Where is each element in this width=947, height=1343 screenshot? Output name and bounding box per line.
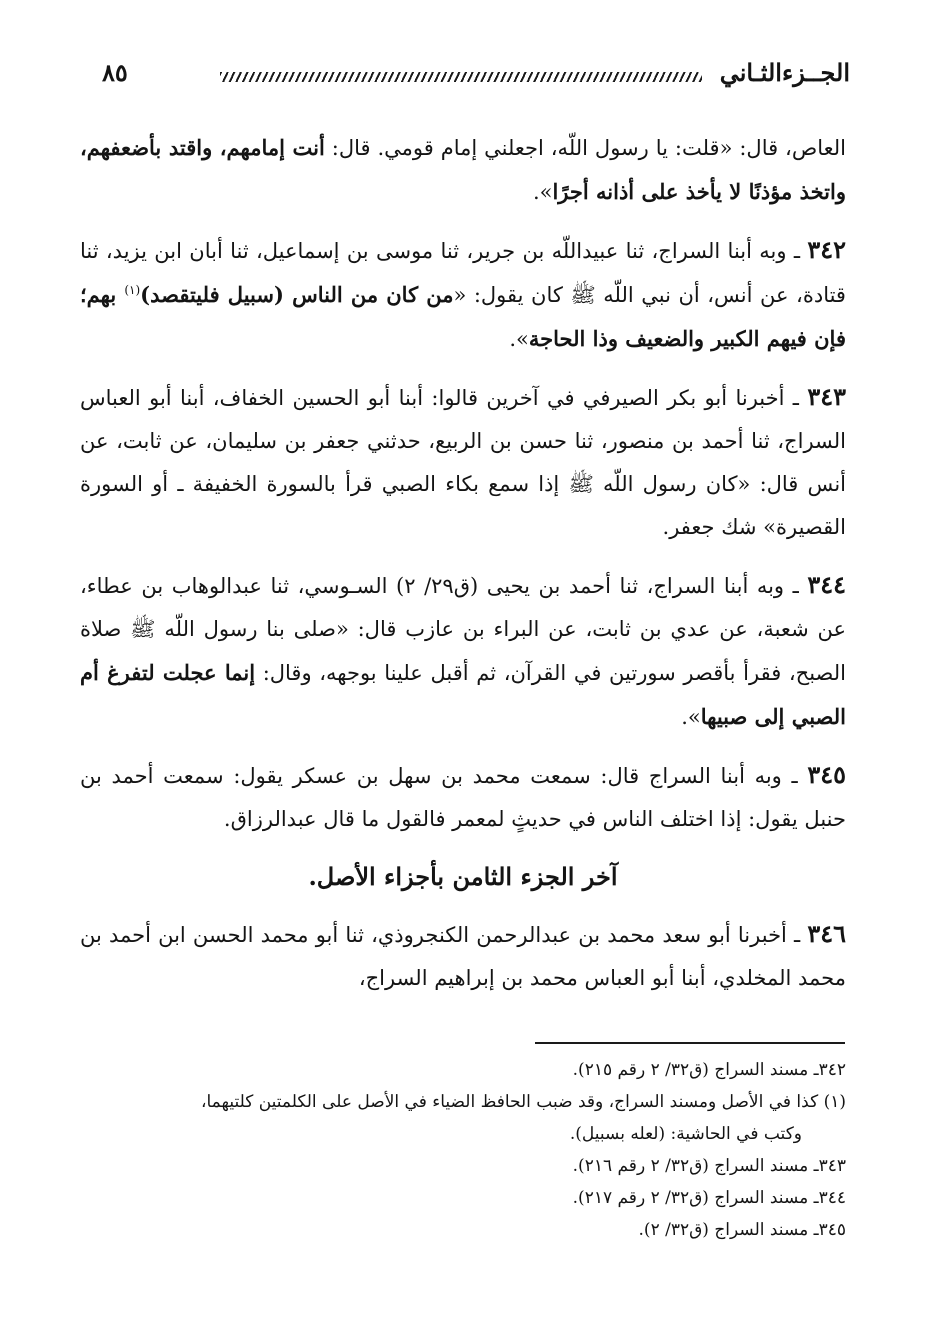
- hadith-text-bold: أنت إمامهم، واقتد بأضعفهم، واتخذ مؤذنًا لا يأخذ على أذانه أجرًا: [80, 135, 846, 204]
- page-header: [80, 58, 850, 98]
- paragraph-text: العاص، قال: «قلت: يا رسول اللّه، اجعلني إمام قومي. قال:: [324, 136, 846, 160]
- hadith-text-bold: إنما عجلت لتفرغ أم الصبي إلى صبيها: [80, 660, 846, 729]
- running-title: الجــزءالثـاني: [719, 58, 850, 87]
- hadith-number: ٣٤٥: [807, 760, 846, 789]
- paragraph-text: ـ أخبرنا أبو سعد محمد بن عبدالرحمن الكنجروذي، ثنا أبو محمد الحسن ابن أحمد بن محمد المخلدي، أبنا أبو العباس محمد بن إبراهيم السراج،: [80, 923, 846, 990]
- decorative-header-rule: [220, 72, 702, 82]
- paragraph-continued: [80, 126, 846, 214]
- footnote-item: ٣٤٤ـ مسند السراج (ق٣٢/ ٢ رقم ٢١٧).: [572, 1188, 846, 1208]
- main-text: [80, 126, 846, 1014]
- footnote-item: ٣٤٢ـ مسند السراج (ق٣٢/ ٢ رقم ٢١٥).: [572, 1060, 846, 1080]
- footnotes: [80, 1054, 846, 1246]
- hadith-number: ٣٤٣: [807, 382, 846, 411]
- paragraph-text: ».: [532, 180, 553, 204]
- paragraph-text: ـ وبه أبنا السراج قال: سمعت محمد بن سهل بن عسكر يقول: سمعت أحمد بن حنبل يقول: إذا اختلف الناس في حديثٍ لمعمر فالقول ما قال عبدالرزاق.: [80, 764, 846, 831]
- paragraph-text: ».: [509, 327, 529, 351]
- hadith-343: [80, 375, 846, 549]
- paragraph-text: ـ أخبرنا أبو بكر الصيرفي في آخرين قالوا: أبنا أبو الحسين الخفاف، أبنا أبو العباس السراج، ثنا أحمد بن منصور، ثنا حسن بن الربيع، حدثني جعفر بن سليمان، عن ثابت، عن أنس قال: «كان رسول اللّه ﷺ إذا سمع بكاء الصبي قرأ بالسورة الخفيفة ـ أو السورة القصيرة» شك جعفر.: [80, 386, 846, 539]
- footnote-item: ٣٤٥ـ مسند السراج (ق٣٢/ ٢).: [638, 1220, 846, 1240]
- paragraph-text: ».: [681, 705, 701, 729]
- footnote-marker: (١): [124, 283, 141, 297]
- hadith-346: [80, 912, 846, 1000]
- paragraph-text: ـ وبه أبنا السراج، ثنا عبيداللّه بن جرير، ثنا موسى بن إسماعيل، ثنا أبان ابن يزيد، ثنا قتادة، عن أنس، أن نبي اللّه ﷺ كان يقول: «: [80, 239, 846, 307]
- hadith-number: ٣٤٦: [807, 919, 846, 948]
- hadith-344: [80, 563, 846, 739]
- hadith-number: ٣٤٤: [807, 570, 846, 599]
- hadith-text-bold: بهم؛ فإن فيهم الكبير والضعيف وذا الحاجة: [80, 282, 846, 351]
- page-number: ٨٥: [102, 58, 128, 87]
- hadith-text-bold: (سبيل فليتقصد): [140, 282, 293, 307]
- section-end-heading: آخر الجزء الثامن بأجزاء الأصل.: [308, 862, 618, 891]
- paragraph-text: ـ وبه أبنا السراج، ثنا أحمد بن يحيى (ق٢٩/ ٢) السـوسي، ثنا عبدالوهاب بن عطاء، عن شعبة، عن عدي بن ثابت، عن البراء بن عازب قال: «صلى بنا رسول اللّه ﷺ صلاة الصبح، فقرأ بأقصر سورتين في القرآن، ثم أقبل علينا بوجهه، وقال:: [80, 574, 846, 685]
- hadith-number: ٣٤٢: [807, 235, 846, 264]
- footnote-divider: [535, 1042, 845, 1044]
- hadith-345: [80, 753, 846, 841]
- footnote-item: ٣٤٣ـ مسند السراج (ق٣٢/ ٢ رقم ٢١٦).: [572, 1156, 846, 1176]
- footnote-item: (١) كذا في الأصل ومسند السراج، وقد ضبب الحافظ الضياء في الأصل على الكلمتين كلتيهما،: [200, 1092, 846, 1112]
- hadith-342: [80, 228, 846, 361]
- footnote-item: وكتب في الحاشية: (لعله بسبيل).: [569, 1124, 802, 1144]
- hadith-text-bold: من كان من الناس: [292, 282, 454, 307]
